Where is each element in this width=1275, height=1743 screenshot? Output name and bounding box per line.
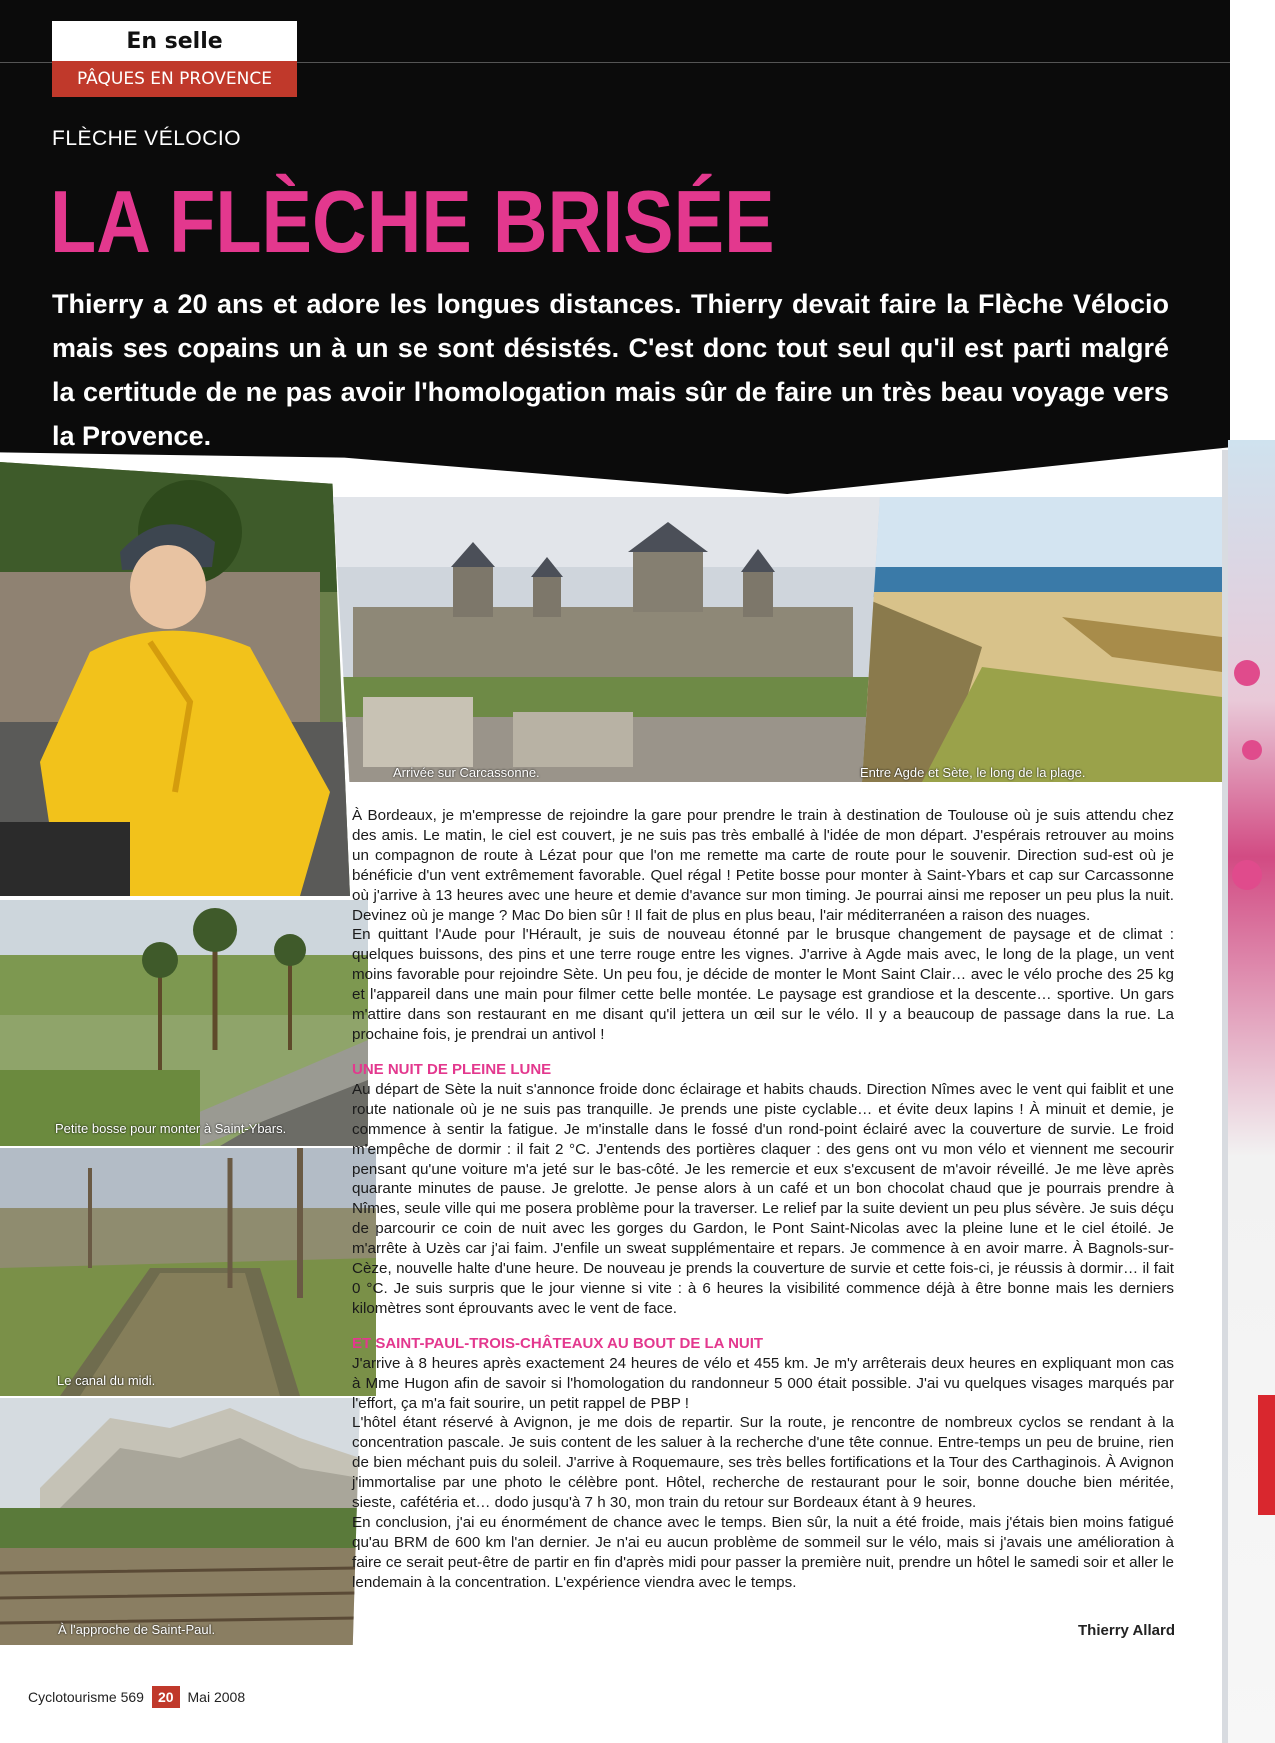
article-paragraph: L'hôtel étant réservé à Avignon, je me dois de repartir. Sur la route, je rencontre de nombreux cyclos se rendant à la concentration pascale. Je suis content de les saluer à la recherche d'une tête connue. Entre-temps un peu de bruine, rien de bien méchant puis du soleil. J'arrive à Roquemaure, ses très belles fortifications et la Tour des Carthaginois. À Avignon j'immortalise par une photo le célèbre pont. Hôtel, recherche de restaurant pour le soir, bonne douche bien méritée, sieste, cafétéria et… dodo jusqu'à 7 h 30, mon train du retour sur Bordeaux étant à 9 heures. (352, 1414, 1174, 1512)
canal-illustration (0, 1148, 376, 1396)
caption-carcassonne: Arrivée sur Carcassonne. (393, 765, 540, 780)
beach-illustration (862, 497, 1222, 782)
kicker: FLÈCHE VÉLOCIO (52, 127, 242, 150)
flower-decoration (1234, 660, 1260, 686)
photo-beach (862, 497, 1222, 782)
issue-date: Mai 2008 (187, 1689, 246, 1705)
page-title: LA FLÈCHE BRISÉE (50, 172, 775, 271)
page-number: 20 (152, 1686, 180, 1708)
photo-bosse (0, 900, 368, 1146)
photo-rider (0, 462, 350, 896)
saint-paul-illustration (0, 1398, 360, 1645)
caption-bosse: Petite bosse pour monter à Saint-Ybars. (55, 1121, 287, 1136)
article-body (352, 806, 1174, 1593)
subsection-label: PÂQUES EN PROVENCE (52, 61, 297, 97)
flower-decoration (1232, 860, 1262, 890)
caption-saint-paul: À l'approche de Saint-Paul. (58, 1622, 216, 1637)
red-tab (1258, 1395, 1275, 1515)
photo-canal (0, 1148, 376, 1396)
section-label: En selle (52, 21, 297, 61)
caption-beach: Entre Agde et Sète, le long de la plage. (860, 765, 1086, 780)
subheading-pleine-lune: UNE NUIT DE PLEINE LUNE (352, 1060, 552, 1078)
bosse-illustration (0, 900, 368, 1146)
subheading-saint-paul: ET SAINT-PAUL-TROIS-CHÂTEAUX AU BOUT DE LA NUIT (352, 1334, 764, 1352)
rider-illustration (0, 462, 350, 896)
article-paragraph: En quittant l'Aude pour l'Hérault, je suis de nouveau étonné par le brusque changement de paysage et de climat : quelques buissons, des pins et une terre rouge entre les vignes. J'arrive à Agde mais avec, le long de la plage, un vent moins favorable pour rejoindre Sète. Un peu fou, je décide de monter le Mont Saint Clair… avec le vélo proche des 25 kg et l'appareil dans une main pour filmer cette belle montée. Le paysage est grandiose et la descente… sportive. Un gars m'attire dans son restaurant en me disant qu'il jettera un œil sur le vélo. Il y a beaucoup de passage dans la rue. La prochaine fois, je prendrai un antivol ! (352, 926, 1174, 1043)
magazine-name: Cyclotourisme 569 (28, 1689, 144, 1705)
photo-carcassonne (333, 497, 881, 782)
next-page-edge (1228, 440, 1275, 1743)
caption-canal: Le canal du midi. (57, 1373, 156, 1388)
article-paragraph: Au départ de Sète la nuit s'annonce froide donc éclairage et habits chauds. Direction Nîmes avec le vent qui faiblit et une route nationale où je ne suis pas tranquille. Je prends une piste cyclable… et évite deux lapins ! À minuit et demie, je commence à sentir la fatigue. Je m'installe dans le fossé d'un rond-point éclairé avec la couverture de survie. Le froid m'empêche de dormir : il fait 2 °C. J'entends des portières claquer : des gens ont vu mon vélo et viennent me secourir pensant qu'une voiture m'a jeté sur le bas-côté. Je les remercie et eux s'excusent de m'avoir réveillé. Je me lève après quarante minutes de pause. Je grelotte. Je pense alors à un café et un bon chocolat chaud que je pourrais prendre à Nîmes, seule ville qui me posera problème pour la traverser. Le relief par la suite devient un peu plus sévère. Je suis déçu de parcourir ce coin de nuit avec les gorges du Gardon, le Pont Saint-Nicolas avec la pleine lune et le ciel étoilé. Je m'arrête à Uzès car j'ai faim. J'enfile un sweat supplémentaire et repars. Je commence à en avoir marre. À Bagnols-sur-Cèze, nouvelle halte d'une heure. De nouveau je prends la couverture de survie et cette fois-ci, je réussis à dormir… il fait 0 °C. Je suis surpris que le jour vienne si vite : à 6 heures la visibilité commence déjà à être bonne mais les derniers kilomètres sont éprouvants avec le vent de face. (352, 1080, 1174, 1317)
article-paragraph: En conclusion, j'ai eu énormément de chance avec le temps. Bien sûr, la nuit a été froide, mais j'étais bien moins fatigué qu'au BRM de 600 km l'an dernier. Je n'ai eu aucun problème de sommeil sur le vélo, mais si j'avais une amélioration à faire ce serait peut-être de partir en fin d'après midi pour passer la première nuit, prendre un hôtel le samedi soir et aller le lendemain à la concentration. L'expérience viendra avec le temps. (352, 1514, 1174, 1591)
intro-paragraph: Thierry a 20 ans et adore les longues distances. Thierry devait faire la Flèche Vélocio mais ses copains un à un se sont désistés. C'est donc tout seul qu'il est parti malgré la certitude de ne pas avoir l'homologation mais sûr de faire un très beau voyage vers la Provence. (52, 289, 1169, 451)
page-footer (28, 1684, 245, 1710)
carcassonne-illustration (333, 497, 881, 782)
photo-saint-paul (0, 1398, 360, 1645)
flower-decoration (1242, 740, 1262, 760)
article-paragraph: J'arrive à 8 heures après exactement 24 heures de vélo et 455 km. Je m'y arrêterais deux heures en expliquant mon cas à Mme Hugon afin de savoir si l'homologation du randonneur 5 000 était possible. J'ai vu quelques visages marqués par l'effort, ça m'a fait sourire, un petit rappel de PBP ! (352, 1354, 1174, 1412)
author-signature: Thierry Allard (1078, 1622, 1175, 1639)
article-paragraph: À Bordeaux, je m'empresse de rejoindre la gare pour prendre le train à destination de Toulouse où je suis attendu chez des amis. Le matin, le ciel est couvert, je ne suis pas très emballé à l'idée de mon départ. J'espérais retrouver au moins un compagnon de route à Lézat pour que l'on me remette ma carte de route pour le souvenir. Direction sud-est où je bénéficie d'un vent extrêmement favorable. Quel régal ! Petite bosse pour monter à Saint-Ybars et cap sur Carcassonne où j'arrive à 13 heures avec une heure et demie d'avance sur mon timing. Je pourrai ainsi me reposer un peu plus la nuit. Devinez où je mange ? Mac Do bien sûr ! Il fait de plus en plus beau, l'air méditerranéen a raison des nuages. (352, 807, 1174, 924)
